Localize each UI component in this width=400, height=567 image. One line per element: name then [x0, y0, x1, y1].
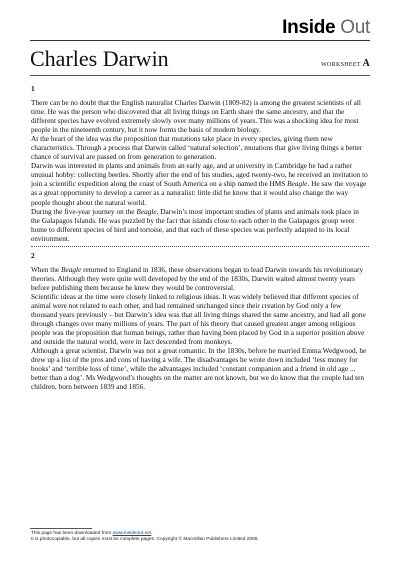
section-2-paragraph-2: Scientific ideas at the time were closely linked to religious ideas. It was widely believed that different species of animal were not related to each other, and had remained unchanged since their creation by God only a few thousand years previously – but Darwin’s idea was that all living things shared the same ancestry, and had all gone through changes over many millions of years. The part of his theory that caused greatest anger among religious people was the proposition that human beings, rather than having been placed by God in a superior position above and outside the natural world, were in fact descended from monkeys. [31, 291, 366, 347]
title-rule [30, 75, 370, 76]
section-1-paragraph-4: During the five-year journey on the Beagle, Darwin’s most important studies of plants and animals took place in the Galapagos Islands. He was puzzled by the fact that islands close to each other in the Galapagos group were home to different species of bird and tortoise, and that each of these species was perfectly adapted to its local environment. [31, 206, 359, 243]
footer-link[interactable]: www.insideout.net [112, 531, 152, 536]
footer [31, 531, 371, 543]
worksheet-label [321, 58, 370, 69]
worksheet-word: WORKSHEET [321, 62, 361, 68]
brand-logo [282, 18, 370, 37]
section-1-paragraph-1: There can be no doubt that the English naturalist Charles Darwin (1809-82) is among the greatest scientists of all time. He was the person who discovered that all living things on Earth share the same ancestry, and that the different species have evolved extremely slowly over many millions of years. This was a shocking idea for most people in the nineteenth century, but it now forms the basis of modern biology. [31, 98, 361, 135]
section-1-number: 1 [31, 84, 35, 93]
header-rule [30, 40, 370, 41]
section-1-paragraph-3: Darwin was interested in plants and animals from an early age, and at university in Cambridge he had a rather unusual hobby: collecting beetles. Shortly after the end of his studies, aged twenty-two, he received an invitation to join a scientific expedition along the coast of South America on a ship named the HMS Beagle. He saw the voyage as a great opportunity to develop a career as a naturalist: little did he know that it would also change the way people thought about the natural world. [31, 161, 368, 207]
brand-logo-inside: Inside [282, 17, 336, 38]
page-title: Charles Darwin [30, 46, 169, 71]
footer-line-1: This page has been downloaded from www.insideout.net. [31, 531, 153, 536]
worksheet-body [31, 84, 369, 391]
worksheet-letter: A [362, 58, 370, 69]
ship-name: Beagle [61, 264, 82, 274]
brand-logo-out: Out [340, 17, 370, 38]
section-divider [31, 246, 369, 247]
section-2-paragraph-3: Although a great scientist, Darwin was not a great romantic. In the 1830s, before he married Emma Wedgwood, he drew up a list of the pros and cons of having a wife. The disadvantages he wrote down included ‘less money for books’ and ‘terrible loss of time’, while the advantages included ‘constant companion and a friend in old age ... better than a dog’. Ms Wedgwood’s thoughts on the matter are not known, but we do know that the couple had ten children, born between 1839 and 1856. [31, 346, 367, 392]
section-2-paragraph-1: When the Beagle returned to England in 1836, these observations began to lead Darwin towards his revolutionary theories. Although they were quite well developed by the end of the 1830s, Darwin waited almost twenty years before publishing them because he knew they would be controversial. [31, 264, 364, 292]
ship-name: Beagle [287, 179, 308, 189]
section-2-number: 2 [31, 250, 35, 260]
section-1-paragraph-2: At the heart of the idea was the proposition that mutations take place in every species, giving them new characteristics. Through a process that Darwin called ‘natural selection’, mutations that give living things a better chance of survival are passed on from generation to generation. [31, 134, 363, 162]
footer-line-2: It is photocopiable, but all copies must be complete pages. Copyright © Macmillan Publishers Limited 2006. [31, 537, 259, 542]
ship-name: Beagle [136, 206, 157, 216]
footer-rule [30, 528, 92, 529]
